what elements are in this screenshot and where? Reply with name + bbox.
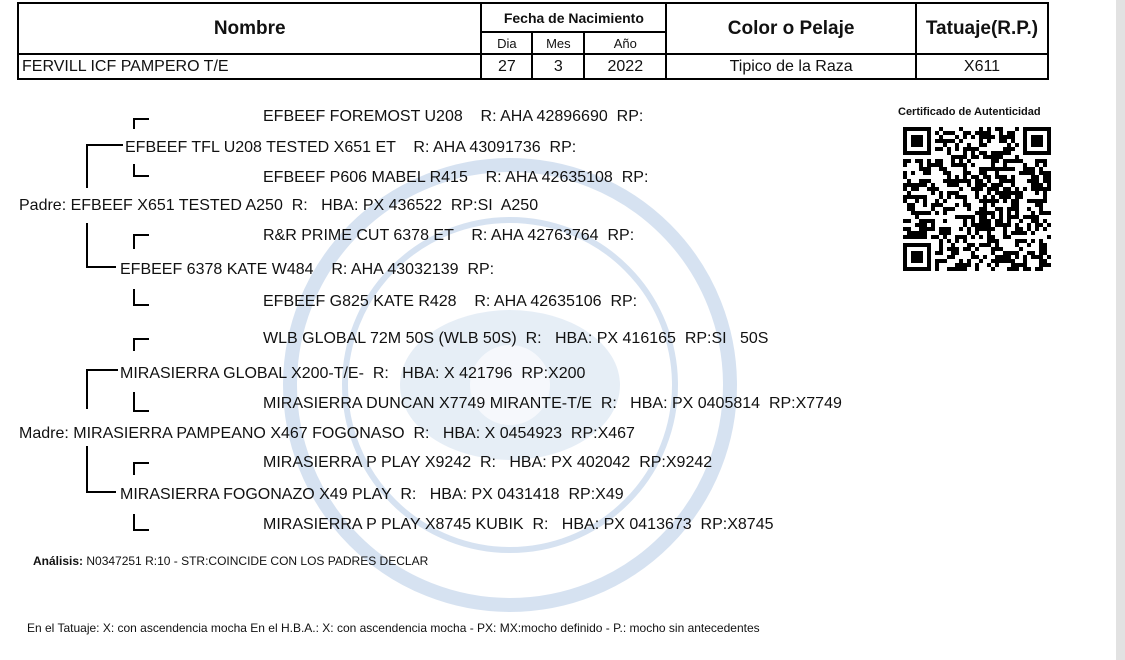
connector-sire-line bbox=[86, 144, 123, 188]
nombre-header: Nombre bbox=[18, 3, 481, 54]
qr-title: Certificado de Autenticidad bbox=[898, 106, 1041, 118]
dia-header: Dia bbox=[481, 32, 532, 54]
animal-row bbox=[18, 54, 1048, 79]
pedigree-mp-grandsire: WLB GLOBAL 72M 50S (WLB 50S) R: HBA: PX 416165 RP:SI 50S bbox=[263, 330, 769, 347]
legend-footnote: En el Tatuaje: X: con ascendencia mocha En el H.B.A.: X: con ascendencia mocha - PX: MX:mocho definido - P.: mocho sin antecedentes bbox=[27, 621, 760, 635]
animal-mes: 3 bbox=[532, 54, 584, 79]
pedigree-mm-grandsire: MIRASIERRA P PLAY X9242 R: HBA: PX 402042 RP:X9242 bbox=[263, 454, 713, 471]
analysis-line bbox=[33, 554, 428, 568]
bracket-bottom-3 bbox=[133, 392, 149, 412]
pedigree-paternal-dam: EFBEEF 6378 KATE W484 R: AHA 43032139 RP: bbox=[120, 261, 495, 278]
pedigree-paternal-granddam: EFBEEF P606 MABEL R415 R: AHA 42635108 RP: bbox=[263, 169, 649, 186]
bracket-bottom-2 bbox=[133, 289, 149, 306]
bracket-top-1 bbox=[133, 118, 149, 129]
bracket-top-3 bbox=[133, 338, 149, 351]
pedigree-pm-granddam: EFBEEF G825 KATE R428 R: AHA 42635106 RP: bbox=[263, 293, 638, 310]
bracket-bottom-4 bbox=[133, 514, 149, 531]
animal-color: Tipico de la Raza bbox=[666, 54, 916, 79]
analysis-value: N0347251 R:10 - STR:COINCIDE CON LOS PADRES DECLAR bbox=[83, 554, 429, 568]
animal-anio: 2022 bbox=[584, 54, 666, 79]
bracket-top-4 bbox=[133, 462, 149, 475]
tatuaje-header: Tatuaje(R.P.) bbox=[916, 3, 1048, 54]
pedigree-paternal-sire: EFBEEF TFL U208 TESTED X651 ET R: AHA 43091736 RP: bbox=[125, 139, 577, 156]
connector-msire-line bbox=[86, 369, 118, 409]
animal-header-table bbox=[17, 2, 1049, 80]
sra-seal-watermark bbox=[280, 155, 740, 615]
pedigree-madre: Madre: MIRASIERRA PAMPEANO X467 FOGONASO R: HBA: X 0454923 RP:X467 bbox=[19, 425, 635, 442]
animal-dia: 27 bbox=[481, 54, 532, 79]
anio-header: Año bbox=[584, 32, 666, 54]
mes-header: Mes bbox=[532, 32, 584, 54]
pedigree-maternal-dam: MIRASIERRA FOGONAZO X49 PLAY R: HBA: PX 0431418 RP:X49 bbox=[120, 486, 624, 503]
connector-dam-horiz-1 bbox=[86, 266, 116, 268]
qr-code-icon bbox=[903, 127, 1051, 271]
pedigree-maternal-sire: MIRASIERRA GLOBAL X200-T/E- R: HBA: X 421796 RP:X200 bbox=[120, 365, 586, 382]
connector-dam-vert-1 bbox=[86, 223, 88, 267]
pedigree-paternal-grandsire: EFBEEF FOREMOST U208 R: AHA 42896690 RP: bbox=[263, 108, 644, 125]
connector-mdam-vert bbox=[86, 446, 88, 492]
color-header: Color o Pelaje bbox=[666, 3, 916, 54]
scrollbar-track[interactable] bbox=[1116, 0, 1125, 660]
pedigree-padre: Padre: EFBEEF X651 TESTED A250 R: HBA: PX 436522 RP:SI A250 bbox=[19, 197, 539, 214]
animal-tatuaje: X611 bbox=[916, 54, 1048, 79]
connector-mdam-horiz bbox=[86, 491, 116, 493]
pedigree-mp-granddam: MIRASIERRA DUNCAN X7749 MIRANTE-T/E R: HBA: PX 0405814 RP:X7749 bbox=[263, 395, 842, 412]
pedigree-pm-grandsire: R&R PRIME CUT 6378 ET R: AHA 42763764 RP: bbox=[263, 227, 635, 244]
fecha-header: Fecha de Nacimiento bbox=[481, 3, 666, 32]
analysis-label: Análisis: bbox=[33, 554, 84, 568]
pedigree-mm-granddam: MIRASIERRA P PLAY X8745 KUBIK R: HBA: PX 0413673 RP:X8745 bbox=[263, 516, 774, 533]
bracket-bottom-1 bbox=[133, 164, 149, 177]
animal-nombre: FERVILL ICF PAMPERO T/E bbox=[18, 54, 481, 79]
bracket-top-2 bbox=[133, 234, 149, 249]
